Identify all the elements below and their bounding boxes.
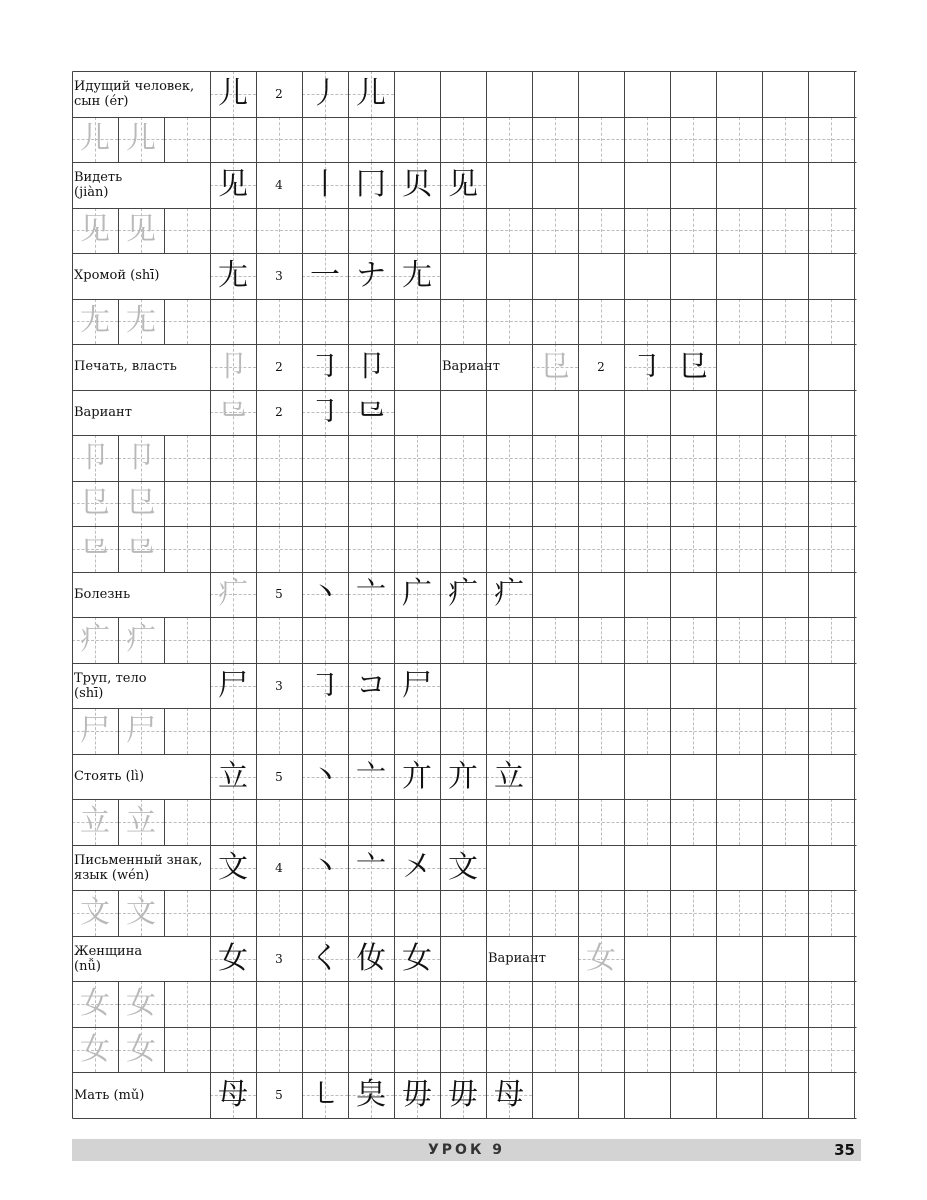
stroke-count: 5 — [275, 1088, 283, 1103]
stroke-step: 丶 — [310, 849, 340, 885]
trace-character: 疒 — [126, 622, 156, 657]
trace-character: 疒 — [80, 622, 110, 657]
row-label: Болезнь — [74, 586, 131, 602]
stroke-step: 尸 — [402, 667, 432, 703]
trace-character: 尢 — [80, 303, 110, 339]
stroke-step: ⺋ — [356, 394, 386, 430]
trace-character: 卩 — [80, 439, 110, 475]
lesson-title: УРОК 9 — [427, 1142, 505, 1158]
stroke-step: 母 — [494, 1077, 524, 1113]
main-character: 卩 — [218, 348, 248, 384]
trace-character: 卩 — [126, 439, 156, 475]
trace-character: ⺋ — [80, 530, 110, 566]
grid-lines — [72, 71, 857, 1119]
trace-character: 女 — [80, 1031, 110, 1067]
main-character: 儿 — [218, 75, 248, 111]
variant-label: Вариант — [488, 951, 546, 967]
main-character: 尸 — [218, 667, 248, 703]
stroke-count: 3 — [275, 678, 283, 693]
trace-character: 尸 — [80, 713, 110, 749]
stroke-step: 见 — [448, 166, 478, 202]
variant-stroke-step: ㇆ — [632, 348, 662, 384]
stroke-step: 丨 — [310, 166, 340, 202]
variant-label: Вариант — [442, 359, 500, 375]
trace-character: 立 — [80, 804, 110, 840]
stroke-count: 2 — [275, 359, 283, 374]
stroke-step: 亠 — [356, 758, 386, 794]
row-label: Мать (mǔ) — [74, 1087, 145, 1103]
stroke-step: 疒 — [494, 576, 524, 612]
variant-character: 㔾 — [540, 348, 570, 384]
stroke-count: 5 — [275, 769, 283, 784]
main-character: 母 — [218, 1077, 248, 1113]
stroke-count: 4 — [275, 860, 283, 875]
stroke-step: コ — [356, 667, 386, 703]
trace-character: 女 — [80, 986, 110, 1022]
footer-bar — [72, 1139, 861, 1161]
stroke-step: 立 — [494, 758, 524, 794]
stroke-count: 4 — [275, 177, 283, 192]
main-character: 尢 — [218, 257, 248, 293]
row-label: Хромой (shī) — [74, 268, 160, 284]
row-label: Труп, тело (shī) — [74, 670, 147, 701]
row-label: Печать, власть — [74, 359, 177, 375]
row-label: Идущий человек, сын (ér) — [74, 78, 195, 109]
stroke-step: ㇆ — [310, 348, 340, 384]
stroke-step: ㇆ — [310, 394, 340, 430]
trace-character: 㔾 — [80, 485, 110, 521]
stroke-step: 丿 — [310, 75, 340, 111]
main-character: 立 — [218, 758, 248, 794]
trace-character: 尸 — [126, 713, 156, 749]
row-label: Письменный знак, язык (wén) — [74, 852, 203, 883]
variant-stroke-step: 㔾 — [678, 348, 708, 384]
stroke-step: 亣 — [448, 758, 478, 794]
row-label: Женщина (nǚ) — [74, 943, 143, 974]
trace-character: 女 — [126, 986, 156, 1022]
stroke-step: 广 — [402, 576, 432, 612]
stroke-step: 亣 — [402, 758, 432, 794]
trace-character: ⺋ — [126, 530, 156, 566]
trace-character: 尢 — [126, 303, 156, 339]
stroke-step: 贝 — [402, 166, 432, 202]
stroke-step: 儿 — [356, 75, 386, 111]
stroke-step: ナ — [356, 257, 386, 293]
row-label: Вариант — [74, 404, 132, 420]
stroke-step: 毋 — [402, 1077, 432, 1113]
stroke-count: 3 — [275, 951, 283, 966]
stroke-count: 2 — [275, 86, 283, 101]
stroke-step: 文 — [448, 849, 478, 885]
trace-character: 儿 — [126, 121, 156, 157]
stroke-step: く — [310, 940, 340, 976]
stroke-step: 疒 — [448, 576, 478, 612]
variant-stroke-count: 2 — [597, 359, 605, 374]
trace-character: 儿 — [80, 121, 110, 157]
stroke-step: 卩 — [356, 348, 386, 384]
stroke-step: ㇄ — [310, 1077, 340, 1113]
stroke-step: 亠 — [356, 576, 386, 612]
stroke-count: 3 — [275, 268, 283, 283]
trace-character: 见 — [126, 212, 156, 248]
row-label: Видеть (jiàn) — [74, 169, 123, 200]
stroke-step: 丶 — [310, 576, 340, 612]
stroke-step: 冂 — [356, 166, 386, 202]
stroke-step: 㚖 — [356, 1077, 386, 1113]
variant-character: 女 — [586, 940, 616, 976]
trace-character: 见 — [80, 212, 110, 248]
trace-character: 文 — [126, 895, 156, 931]
stroke-count: 2 — [275, 405, 283, 420]
stroke-step: 女 — [402, 940, 432, 976]
stroke-step: 一 — [310, 257, 340, 293]
trace-character: 女 — [126, 1031, 156, 1067]
main-character: 见 — [218, 166, 248, 202]
stroke-count: 5 — [275, 587, 283, 602]
stroke-step: 尢 — [402, 257, 432, 293]
trace-character: 文 — [80, 895, 110, 931]
stroke-step: 亠 — [356, 849, 386, 885]
stroke-step: 丶 — [310, 758, 340, 794]
stroke-step: ㇆ — [310, 667, 340, 703]
practice-sheet — [72, 71, 856, 1118]
page-number: 35 — [834, 1141, 855, 1159]
main-character: 女 — [218, 940, 248, 976]
main-character: 疒 — [218, 576, 248, 612]
row-label: Стоять (lì) — [74, 769, 145, 785]
trace-character: 㔾 — [126, 485, 156, 521]
main-character: ⺋ — [218, 394, 248, 430]
trace-character: 立 — [126, 804, 156, 840]
stroke-step: 㐅 — [402, 849, 432, 885]
main-character: 文 — [218, 849, 248, 885]
stroke-step: 㚢 — [356, 940, 386, 976]
stroke-step: 毋 — [448, 1077, 478, 1113]
